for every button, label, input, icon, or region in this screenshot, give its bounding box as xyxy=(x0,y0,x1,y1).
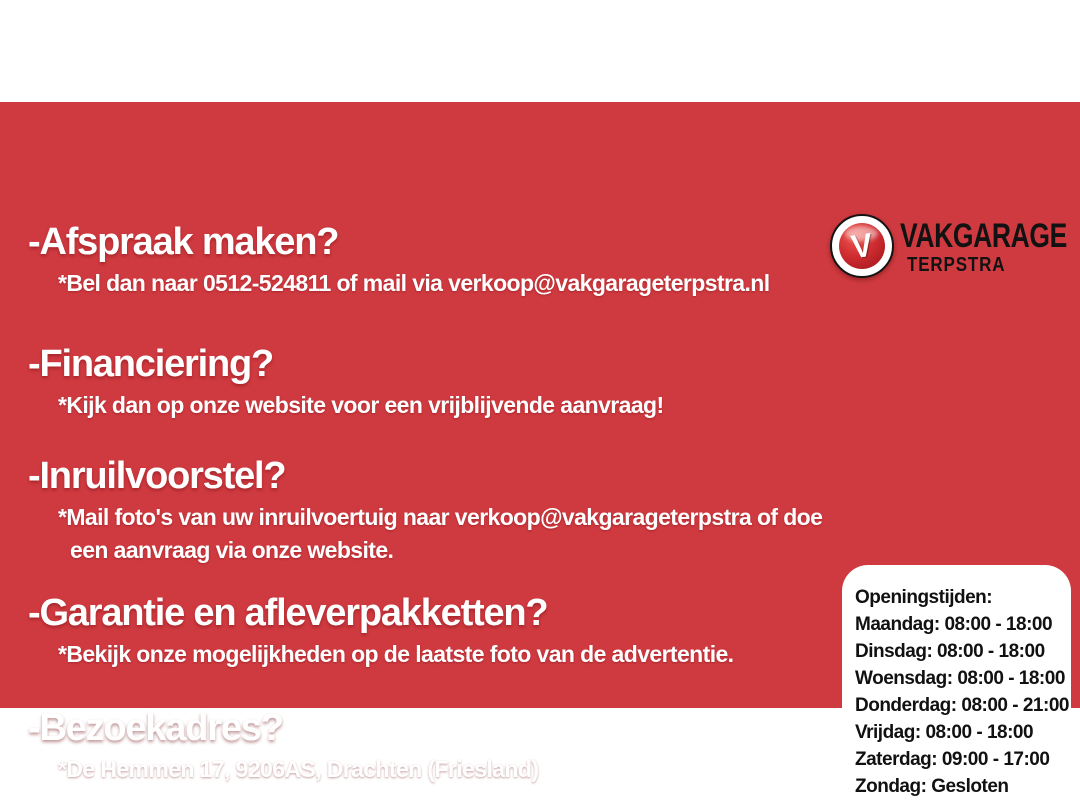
section-detail: *De Hemmen 17, 9206AS, Drachten (Friesland) xyxy=(58,756,539,782)
opening-hours-saturday: Zaterdag: 09:00 - 17:00 xyxy=(855,749,1050,770)
section-bezoekadres xyxy=(28,704,538,785)
logo-brand-text: VAKGARAGE xyxy=(900,217,1067,255)
section-heading: -Afspraak maken? xyxy=(28,221,339,263)
opening-hours-thursday: Donderdag: 08:00 - 21:00 xyxy=(855,695,1069,716)
logo-wordmark xyxy=(900,214,1080,276)
section-detail-continued: een aanvraag via onze website. xyxy=(70,537,394,563)
opening-hours-wednesday: Woensdag: 08:00 - 18:00 xyxy=(855,668,1065,689)
red-banner xyxy=(0,102,1080,797)
badge-v-monogram: V xyxy=(848,225,875,266)
opening-hours-monday: Maandag: 08:00 - 18:00 xyxy=(855,614,1053,635)
section-heading: -Bezoekadres? xyxy=(28,707,283,749)
opening-hours-sunday: Zondag: Gesloten xyxy=(855,776,1009,797)
badge-inner-circle xyxy=(839,223,885,269)
section-detail: *Kijk dan op onze website voor een vrijblijvende aanvraag! xyxy=(58,392,664,418)
vakgarage-badge-icon xyxy=(830,214,894,278)
section-detail: *Bekijk onze mogelijkheden op de laatste foto van de advertentie. xyxy=(58,641,734,667)
opening-hours-title: Openingstijden: xyxy=(855,587,993,608)
section-financiering xyxy=(28,340,664,421)
opening-hours-card xyxy=(842,565,1071,802)
section-detail: *Bel dan naar 0512-524811 of mail via verkoop@vakgarageterpstra.nl xyxy=(58,270,770,296)
section-detail: *Mail foto's van uw inruilvoertuig naar verkoop@vakgarageterpstra of doe xyxy=(58,504,823,530)
section-afspraak-maken xyxy=(28,218,770,299)
vakgarage-logo xyxy=(830,214,1080,278)
opening-hours-tuesday: Dinsdag: 08:00 - 18:00 xyxy=(855,641,1045,662)
section-inruilvoorstel xyxy=(28,452,822,566)
section-heading: -Financiering? xyxy=(28,343,273,385)
section-garantie-afleverpakketten xyxy=(28,589,733,670)
section-heading: -Garantie en afleverpakketten? xyxy=(28,592,548,634)
section-heading: -Inruilvoorstel? xyxy=(28,455,286,497)
logo-subbrand-text: TERPSTRA xyxy=(907,254,1006,276)
opening-hours-friday: Vrijdag: 08:00 - 18:00 xyxy=(855,722,1034,743)
